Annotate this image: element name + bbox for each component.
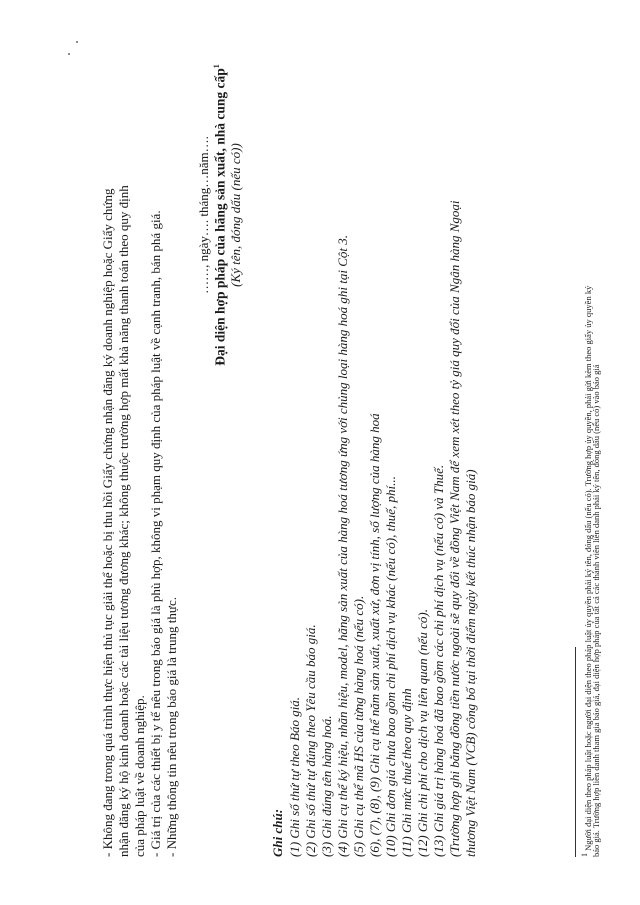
signature-date-line: ……, ngày…. tháng…năm…. [196,136,211,294]
signature-title-footnote-mark: 1 [212,64,221,69]
note-item: (3) Ghi đúng tên hàng hoá. [319,715,334,857]
note-item: thương Việt Nam (VCB) công bố tại thời điểm ngày kết thúc nhận báo giá) [463,469,478,857]
note-item: (12) Ghi chi phí cho dịch vụ liên quan (nếu có). [415,608,430,857]
note-item: (11) Ghi mức thuế theo quy định [399,688,414,857]
note-item: (1) Ghi số thứ tự theo Báo giá. [287,696,302,857]
signature-subtitle: (Ký tên, đóng dấu (nếu có)) [228,143,243,287]
note-item: (6), (7), (8), (9) Ghi cụ thể năm sản xuất, xuất xứ, đơn vị tính, số lượng của hàng hoá [367,413,382,857]
note-item: (4) Ghi cụ thể ký hiệu, nhãn hiệu, model, hãng sản xuất của hàng hoá tương ứng với chủng loại hàng hoá ghi tại Cột 3. [335,234,350,857]
notes-heading: Ghi chú: [270,808,285,857]
intro-line: - Giá trị của các thiết bị y tế nêu trong báo giá là phù hợp, không vi phạm quy định của pháp luật về cạnh tranh, bán phá giá. [148,210,163,857]
footnote-line: báo giá. Trường hợp liên danh tham gia báo giá, đại diện hợp pháp của tất cả các thành viên liên danh phải ký tên, đóng dấu (nếu có) vào báo giá [591,364,601,857]
note-item: (Trường hợp ghi bằng đồng tiền nước ngoài sẽ quy đổi về đồng Việt Nam để xem xét theo tỷ giá quy đổi của Ngân hàng Ngoại [447,200,462,857]
signature-title [212,45,229,385]
note-item: (5) Ghi cụ thể mã HS của từng hàng hoá (nếu có). [351,595,366,857]
intro-line: - Không đang trong quá trình thực hiện thủ tục giải thể hoặc bị thu hồi Giấy chứng nhận đăng ký doanh nghiệp hoặc Giấy chứng [100,188,115,857]
note-item: (10) Ghi đơn giá chưa bao gồm chi phí dịch vụ khác (nếu có), thuế, phí... [383,476,398,857]
scan-speck [76,41,78,43]
signature-title-text: Đại diện hợp pháp của hãng sản xuất, nhà cung cấp [212,68,228,366]
footnote-mark: 1 [580,853,589,857]
footnote-text: Người đại diện theo pháp luật hoặc người đại diện theo pháp luật ủy quyền phải ký tên, đóng dấu (nếu có). Trường hợp ủy quyền, phải gửi kèm theo giấy ủy quyền ký [582,285,593,851]
note-item: (2) Ghi số thứ tự đúng theo Yêu cầu báo giá. [303,624,318,857]
intro-line: - Những thông tin nêu trong báo giá là trung thực. [164,597,179,857]
note-item: (13) Ghi giá trị hàng hoá đã bao gồm các chi phí dịch vụ (nếu có) và Thuế. [431,464,446,857]
intro-line: nhận đăng ký hộ kinh doanh hoặc các tài liệu tương đương khác; không thuộc trường hợp mất khả năng thanh toán theo quy định [116,185,131,857]
intro-line: của pháp luật về doanh nghiệp. [132,695,147,857]
footnote-separator [575,647,576,857]
scan-speck [68,53,70,55]
